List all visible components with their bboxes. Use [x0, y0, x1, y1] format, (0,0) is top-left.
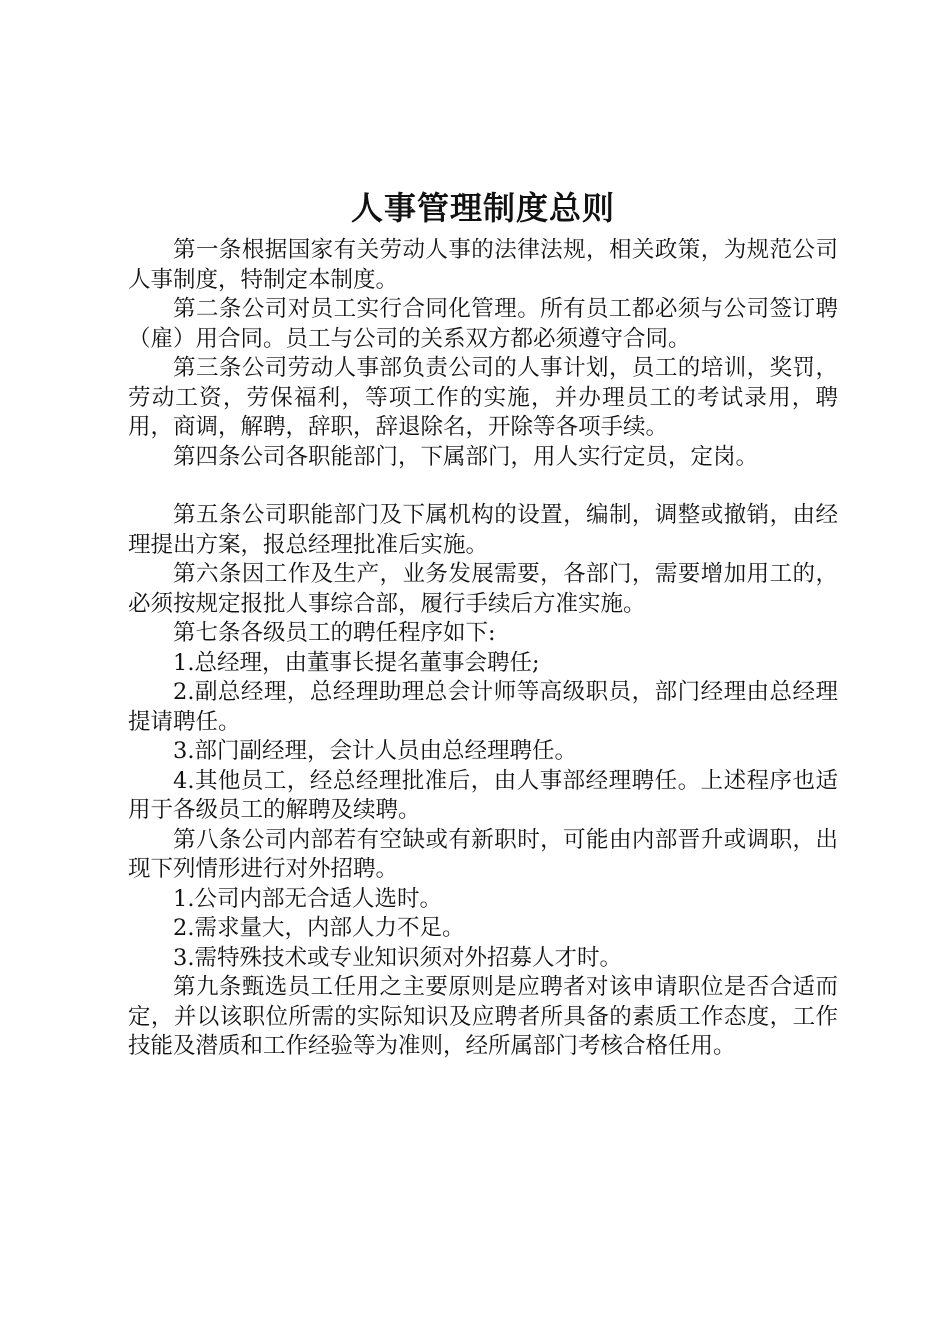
article-4: 第四条公司各职能部门，下属部门，用人实行定员，定岗。 — [173, 443, 759, 470]
document-page — [128, 180, 838, 1062]
article-8-item-3: 3.需特殊技术或专业知识须对外招募人才时。 — [173, 944, 622, 971]
article-7-item-1: 1.总经理，由董事长提名董事会聘任; — [173, 649, 540, 676]
article-8-item-1: 1.公司内部无合适人选时。 — [173, 885, 442, 912]
article-8: 第八条公司内部若有空缺或有新职时，可能由内部晋升或调职，出现下列情形进行对外招聘。 — [128, 826, 838, 882]
document-title: 人事管理制度总则 — [350, 189, 615, 227]
article-7-item-3: 3.部门副经理，会计人员由总经理聘任。 — [173, 738, 577, 764]
article-9: 第九条甄选员工任用之主要原则是应聘者对该申请职位是否合适而定，并以该职位所需的实际知识及应聘者所具备的素质工作态度，工作技能及潜质和工作经验等为准则，经所属部门考核合格任用。 — [128, 974, 838, 1059]
article-3: 第三条公司劳动人事部负责公司的人事计划，员工的培训，奖罚，劳动工资，劳保福利，等项工作的实施，并办理员工的考试录用，聘用，商调，解聘，辞职，辞退除名，开除等各项手续。 — [128, 355, 838, 440]
article-2: 第二条公司对员工实行合同化管理。所有员工都必须与公司签订聘（雇）用合同。员工与公司的关系双方都必须遵守合同。 — [128, 296, 838, 352]
article-5: 第五条公司职能部门及下属机构的设置，编制，调整或撤销，由经理提出方案，报总经理批准后实施。 — [128, 502, 838, 558]
article-8-item-2: 2.需求量大，内部人力不足。 — [173, 915, 465, 941]
article-6: 第六条因工作及生产，业务发展需要，各部门，需要增加用工的，必须按规定报批人事综合部，履行手续后方准实施。 — [128, 561, 838, 617]
article-7-item-4: 4.其他员工，经总经理批准后，由人事部经理聘任。上述程序也适用于各级员工的解聘及续聘。 — [128, 767, 838, 823]
paragraph-gap — [128, 472, 838, 501]
article-7-item-2: 2.副总经理，总经理助理总会计师等高级职员，部门经理由总经理提请聘任。 — [128, 679, 838, 735]
article-1: 第一条根据国家有关劳动人事的法律法规，相关政策，为规范公司人事制度，特制定本制度。 — [128, 237, 838, 293]
article-7: 第七条各级员工的聘任程序如下: — [173, 620, 496, 646]
